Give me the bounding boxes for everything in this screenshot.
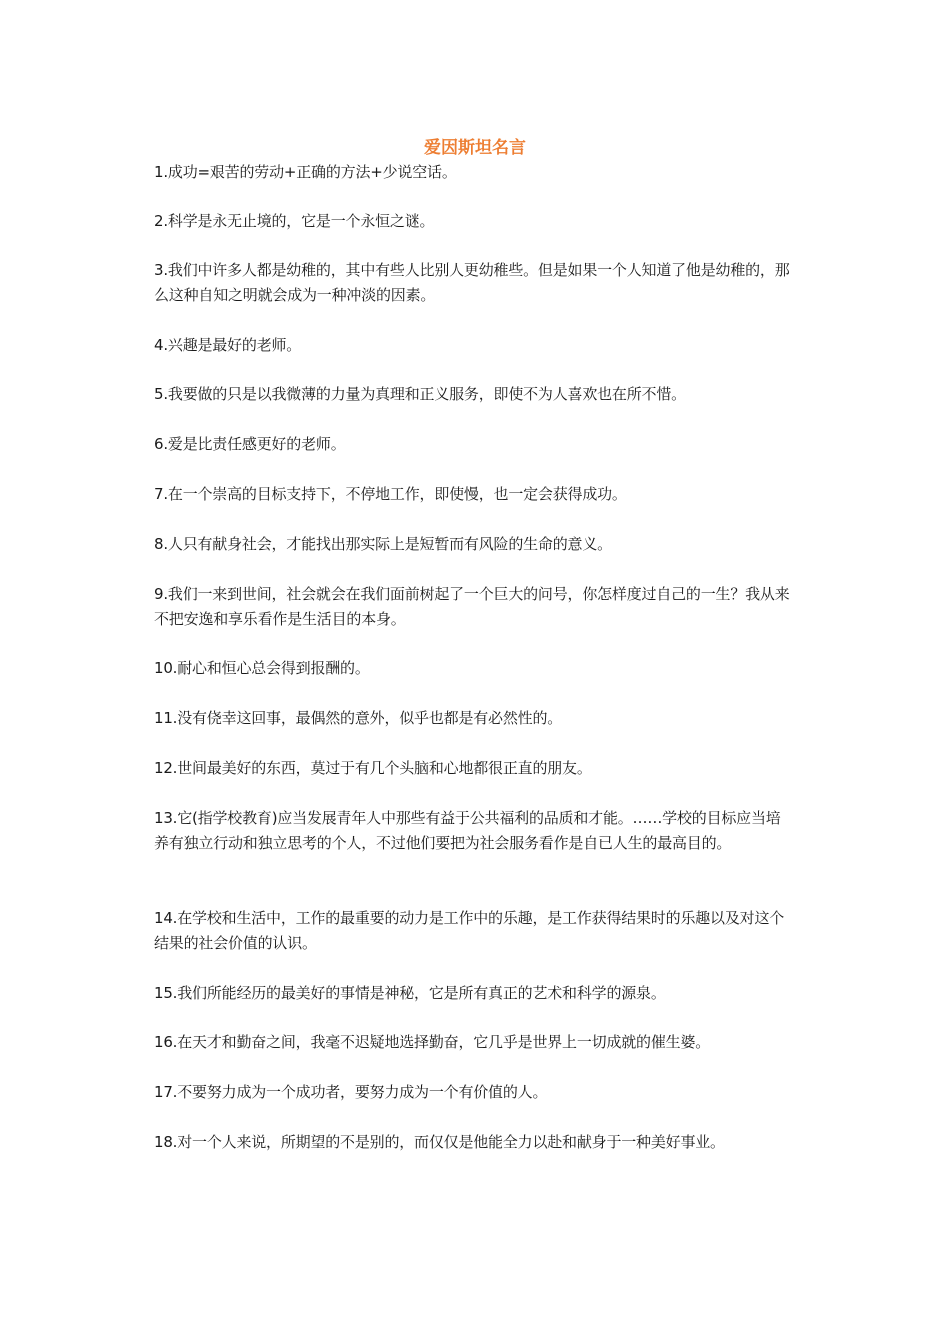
quote-3: 3.我们中许多人都是幼稚的，其中有些人比别人更幼稚些。但是如果一个人知道了他是幼稚的，那么这种自知之明就会成为一种冲淡的因素。 [154, 261, 790, 304]
quote-18: 18.对一个人来说，所期望的不是别的，而仅仅是他能全力以赴和献身于一种美好事业。 [154, 1133, 725, 1151]
quote-7: 7.在一个崇高的目标支持下，不停地工作，即使慢，也一定会获得成功。 [154, 485, 627, 503]
quote-9: 9.我们一来到世间，社会就会在我们面前树起了一个巨大的问号，你怎样度过自己的一生？我从来不把安逸和享乐看作是生活目的本身。 [154, 585, 790, 628]
quote-11: 11.没有侥幸这回事，最偶然的意外，似乎也都是有必然性的。 [154, 709, 563, 727]
page-title: 爱因斯坦名言 [424, 138, 526, 158]
quote-8: 8.人只有献身社会，才能找出那实际上是短暂而有风险的生命的意义。 [154, 535, 612, 553]
quote-4: 4.兴趣是最好的老师。 [154, 336, 302, 354]
quote-12: 12.世间最美好的东西，莫过于有几个头脑和心地都很正直的朋友。 [154, 759, 592, 777]
quote-1: 1.成功=艰苦的劳动+正确的方法+少说空话。 [154, 163, 457, 181]
quote-2: 2.科学是永无止境的，它是一个永恒之谜。 [154, 212, 435, 230]
quote-6: 6.爱是比责任感更好的老师。 [154, 435, 346, 453]
quote-14: 14.在学校和生活中，工作的最重要的动力是工作中的乐趣，是工作获得结果时的乐趣以及对这个结果的社会价值的认识。 [154, 909, 785, 952]
quote-16: 16.在天才和勤奋之间，我毫不迟疑地选择勤奋，它几乎是世界上一切成就的催生婆。 [154, 1033, 711, 1051]
quote-10: 10.耐心和恒心总会得到报酬的。 [154, 659, 370, 677]
quote-15: 15.我们所能经历的最美好的事情是神秘，它是所有真正的艺术和科学的源泉。 [154, 984, 666, 1002]
quote-17: 17.不要努力成为一个成功者，要努力成为一个有价值的人。 [154, 1083, 548, 1101]
quote-5: 5.我要做的只是以我微薄的力量为真理和正义服务，即使不为人喜欢也在所不惜。 [154, 385, 686, 403]
quote-13: 13.它(指学校教育)应当发展青年人中那些有益于公共福利的品质和才能。……学校的目标应当培养有独立行动和独立思考的个人，不过他们要把为社会服务看作是自已人生的最高目的。 [154, 809, 781, 852]
